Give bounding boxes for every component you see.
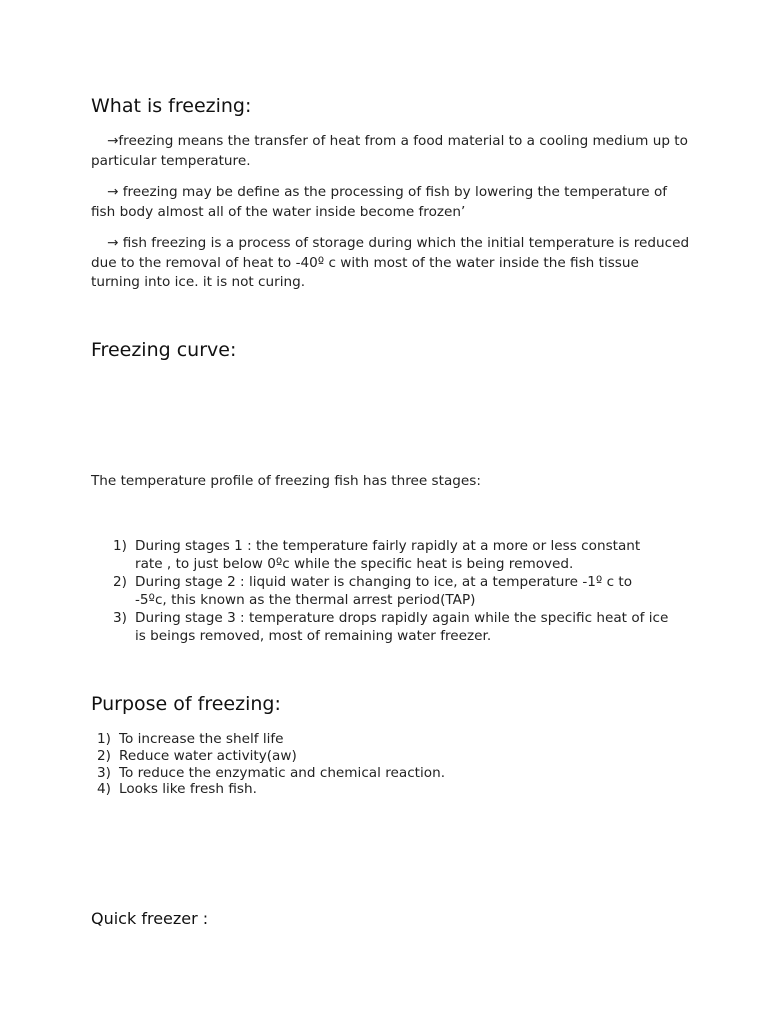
heading-what-is-freezing: What is freezing: [91,95,252,117]
list-number: 3) [113,610,127,626]
paragraph-definition-1: →freezing means the transfer of heat from a food material to a cooling medium up to particular temperature. [91,133,688,169]
heading-freezing-curve: Freezing curve: [91,339,237,361]
list-text-continued: is beings removed, most of remaining water freezer. [135,628,492,644]
list-text: Looks like fresh fish. [119,781,257,797]
list-text-continued: -5ºc, this known as the thermal arrest period(TAP) [135,592,476,608]
paragraph-definition-3: → fish freezing is a process of storage during which the initial temperature is reduced due to the removal of heat to -40º c with most of the water inside the fish tissue turning into ice. it is not curing. [91,235,690,290]
list-text: Reduce water activity(aw) [119,748,297,764]
list-text: During stage 3 : temperature drops rapidly again while the specific heat of ice [135,610,669,626]
list-text: To increase the shelf life [119,731,284,747]
list-text: During stages 1 : the temperature fairly rapidly at a more or less constant [135,538,641,554]
heading-quick-freezer: Quick freezer : [91,909,209,928]
paragraph-curve-intro: The temperature profile of freezing fish has three stages: [91,473,481,489]
list-text: During stage 2 : liquid water is changing to ice, at a temperature -1º c to [135,574,633,590]
list-number: 2) [97,748,111,764]
list-text-continued: rate , to just below 0ºc while the specific heat is being removed. [135,556,574,572]
list-number: 2) [113,574,127,590]
list-number: 4) [97,781,111,797]
list-number: 3) [97,765,111,781]
list-number: 1) [97,731,111,747]
paragraph-definition-2: → freezing may be define as the processing of fish by lowering the temperature of fish body almost all of the water inside become frozen’ [91,184,668,220]
heading-purpose-of-freezing: Purpose of freezing: [91,693,281,715]
list-text: To reduce the enzymatic and chemical reaction. [119,765,446,781]
list-number: 1) [113,538,127,554]
